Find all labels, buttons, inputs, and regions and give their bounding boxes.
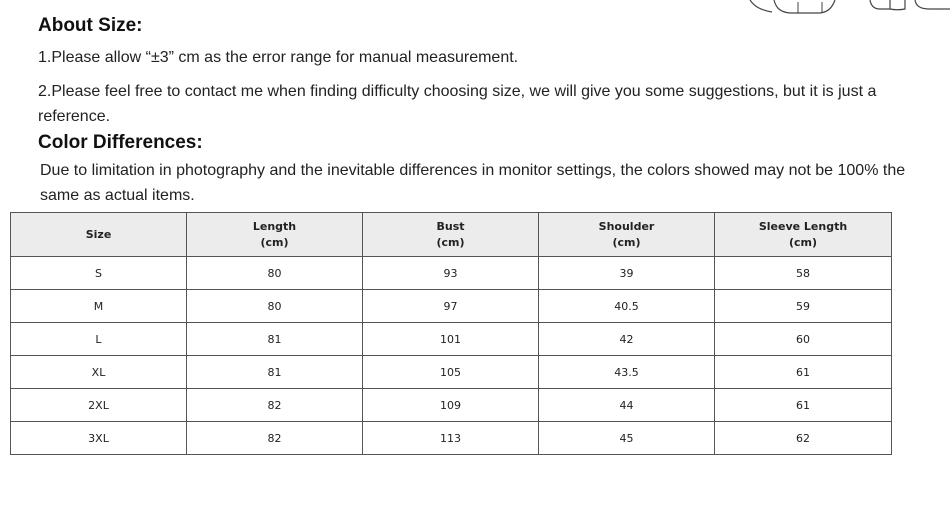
cell-size: XL <box>11 356 187 389</box>
cell-size: S <box>11 257 187 290</box>
cell-size: 3XL <box>11 422 187 455</box>
table-row <box>11 389 892 422</box>
cell-bust: 109 <box>363 389 539 422</box>
header-shoulder <box>539 213 715 257</box>
cell-shoulder: 43.5 <box>539 356 715 389</box>
header-bust <box>363 213 539 257</box>
cell-length: 80 <box>187 257 363 290</box>
header-unit: (cm) <box>612 235 641 249</box>
cell-bust: 101 <box>363 323 539 356</box>
cell-shoulder: 45 <box>539 422 715 455</box>
color-differences-note: Due to limitation in photography and the inevitable differences in monitor settings, the colors showed may not be 100% the same as actual items. <box>40 162 906 204</box>
cell-shoulder: 39 <box>539 257 715 290</box>
table-row <box>11 422 892 455</box>
cell-length: 80 <box>187 290 363 323</box>
cell-bust: 105 <box>363 356 539 389</box>
cell-size: L <box>11 323 187 356</box>
cell-sleeve-length: 61 <box>715 389 892 422</box>
garment-sketch-decoration <box>740 0 950 20</box>
cell-sleeve-length: 60 <box>715 323 892 356</box>
cell-length: 81 <box>187 356 363 389</box>
header-label: Sleeve Length <box>758 219 848 233</box>
cell-bust: 93 <box>363 257 539 290</box>
cell-size: 2XL <box>11 389 187 422</box>
cell-sleeve-length: 59 <box>715 290 892 323</box>
cell-length: 81 <box>187 323 363 356</box>
table-row <box>11 257 892 290</box>
cell-length: 82 <box>187 389 363 422</box>
cell-bust: 97 <box>363 290 539 323</box>
header-sleeve-length <box>715 213 892 257</box>
size-chart-table <box>10 212 892 455</box>
header-unit: (cm) <box>260 235 289 249</box>
cell-sleeve-length: 61 <box>715 356 892 389</box>
cell-shoulder: 42 <box>539 323 715 356</box>
header-size <box>11 213 187 257</box>
header-unit: (cm) <box>788 235 818 249</box>
cell-sleeve-length: 62 <box>715 422 892 455</box>
header-label: Length <box>252 219 297 233</box>
table-row <box>11 290 892 323</box>
header-length <box>187 213 363 257</box>
cell-shoulder: 40.5 <box>539 290 715 323</box>
cell-sleeve-length: 58 <box>715 257 892 290</box>
table-row <box>11 356 892 389</box>
table-header-row <box>11 213 892 257</box>
table-row <box>11 323 892 356</box>
color-differences-heading: Color Differences: <box>38 132 203 153</box>
cell-shoulder: 44 <box>539 389 715 422</box>
cell-length: 82 <box>187 422 363 455</box>
header-unit: (cm) <box>436 235 465 249</box>
header-label: Size <box>85 227 112 241</box>
about-size-note-2: 2.Please feel free to contact me when finding difficulty choosing size, we will give you some suggestions, but it is just a reference. <box>38 83 877 125</box>
cell-bust: 113 <box>363 422 539 455</box>
header-label: Shoulder <box>598 219 655 233</box>
cell-size: M <box>11 290 187 323</box>
about-size-heading: About Size: <box>38 15 143 36</box>
header-label: Bust <box>436 219 465 233</box>
about-size-note-1: 1.Please allow “±3” cm as the error range for manual measurement. <box>38 49 519 66</box>
